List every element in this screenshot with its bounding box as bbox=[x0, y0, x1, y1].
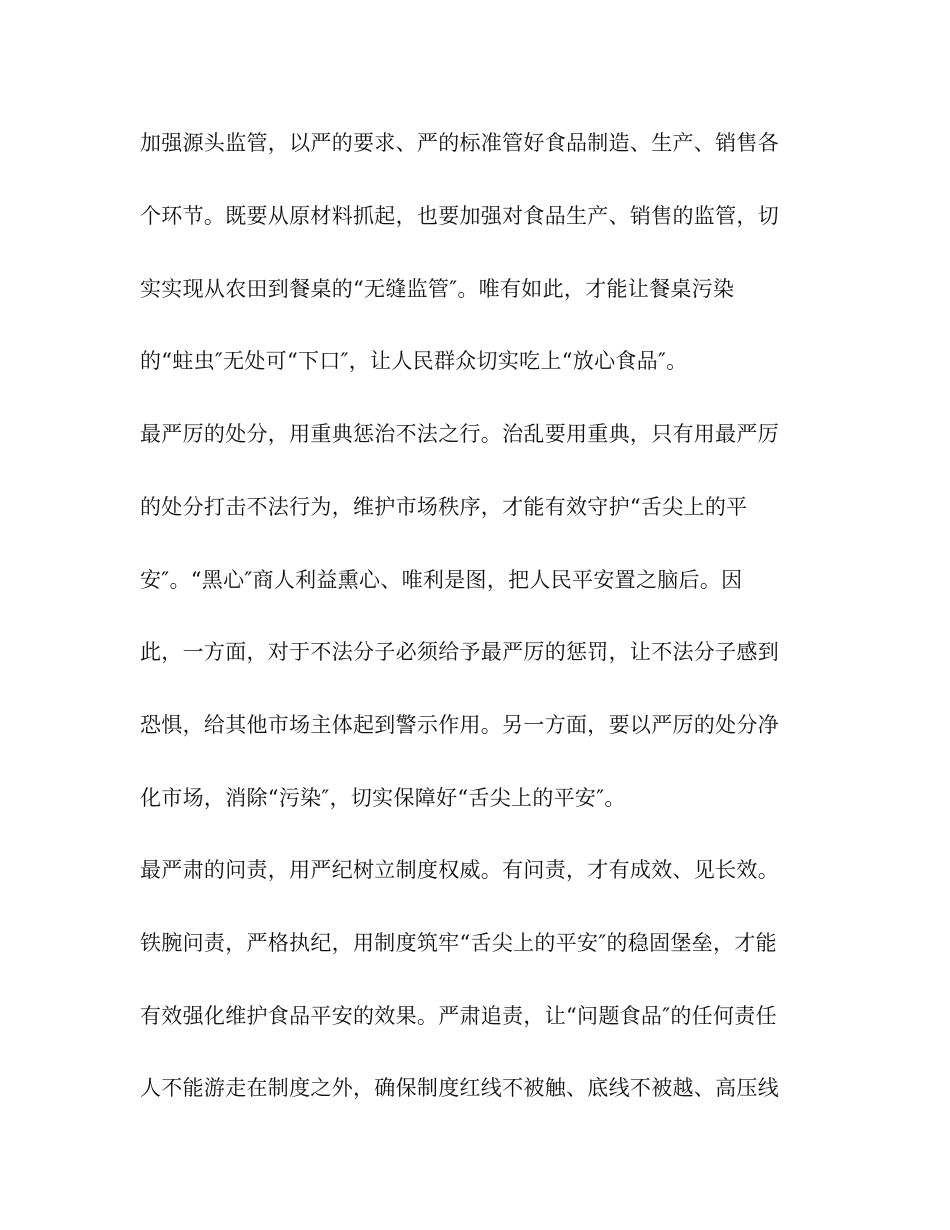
text-line: 人不能游走在制度之外，确保制度红线不被触、底线不被越、高压线 bbox=[140, 1076, 779, 1100]
text-line: 个环节。既要从原材料抓起，也要加强对食品生产、销售的监管，切 bbox=[140, 204, 779, 228]
text-line: 化市场，消除“污染″，切实保障好“舌尖上的平安″。 bbox=[140, 786, 626, 810]
text-line: 实实现从农田到餐桌的“无缝监管″。唯有如此，才能让餐桌污染 bbox=[140, 277, 735, 301]
text-line: 有效强化维护食品平安的效果。严肃追责，让“问题食品″的任何责任 bbox=[140, 1004, 777, 1028]
text-line: 恐惧，给其他市场主体起到警示作用。另一方面，要以严厉的处分净 bbox=[140, 713, 779, 737]
text-line: 安″。“黑心″商人利益熏心、唯利是图，把人民平安置之脑后。因 bbox=[140, 568, 743, 592]
text-line: 加强源头监管，以严的要求、严的标准管好食品制造、生产、销售各 bbox=[140, 131, 779, 155]
text-line: 的“蛀虫″无处可“下口″，让人民群众切实吃上“放心食品″。 bbox=[140, 349, 688, 373]
text-line: 最严厉的处分，用重典惩治不法之行。治乱要用重典，只有用最严厉 bbox=[140, 422, 779, 446]
text-line: 铁腕问责，严格执纪，用制度筑牢“舌尖上的平安″的稳固堡垒，才能 bbox=[140, 931, 777, 955]
text-line: 最严肃的问责，用严纪树立制度权威。有问责，才有成效、见长效。 bbox=[140, 858, 779, 882]
text-line: 的处分打击不法行为，维护市场秩序，才能有效守护“舌尖上的平 bbox=[140, 495, 748, 519]
text-line: 此，一方面，对于不法分子必须给予最严厉的惩罚，让不法分子感到 bbox=[140, 640, 779, 664]
